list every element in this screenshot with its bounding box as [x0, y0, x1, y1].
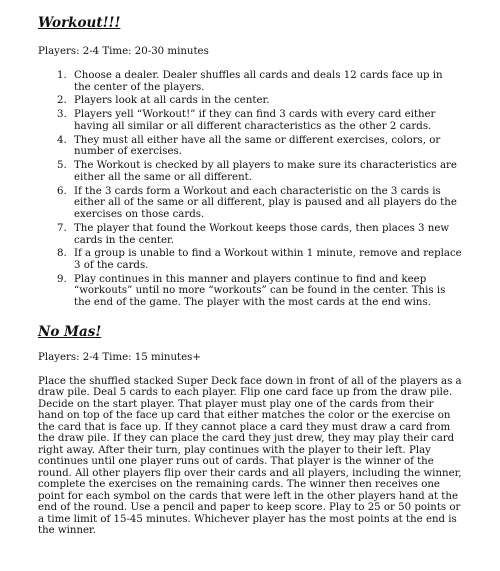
no-mas-meta: Players: 2-4 Time: 15 minutes+ [38, 351, 201, 363]
workout-step: 9. Play continues in this manner and players continue to find and keep “workouts” until no more “workouts” can be found in the center. This is the end of the game. The player with the most cards at the end wins. [70, 274, 462, 309]
workout-step: 3. Players yell “Workout!” if they can find 3 cards with every card either having all similar or all different characteristics as the other 2 cards. [70, 109, 462, 132]
workout-step: 6. If the 3 cards form a Workout and each characteristic on the 3 cards is either all of the same or all different, play is paused and all players do the exercises on those cards. [70, 186, 462, 221]
workout-step: 5. The Workout is checked by all players to make sure its characteristics are either all the same or all different. [70, 160, 462, 183]
workout-step: 7. The player that found the Workout keeps those cards, then places 3 new cards in the center. [70, 223, 462, 246]
workout-steps-list [38, 70, 462, 309]
no-mas-rules-paragraph: Place the shuffled stacked Super Deck face down in front of all of the players as a draw pile. Deal 5 cards to each player. Flip one card face up from the draw pile. Decide on the start player. That player must play one of the cards from their hand on top of the face up card that either matches the color or the exercise on the card that is face up. If they cannot place a card they must draw a card from the draw pile. If they can place the card they just drew, they may play their card right away. After their turn, play continues with the player to their left. Play continues until one player runs out of cards. That player is the winner of the round. All other players flip over their cards and all players, including the winner, complete the exercises on the remaining cards. The winner then receives one point for each symbol on the cards that were left in the other players hand at the end of the round. Use a pencil and paper to keep score. Play to 25 or 50 points or a time limit of 15-45 minutes. Whichever player has the most points at the end is the winner. [38, 375, 462, 537]
workout-step: 1. Choose a dealer. Dealer shuffles all cards and deals 12 cards face up in the center of the players. [70, 70, 462, 93]
workout-step: 2. Players look at all cards in the center. [70, 95, 462, 107]
document-page [38, 14, 462, 537]
workout-meta: Players: 2-4 Time: 20-30 minutes [38, 46, 209, 57]
no-mas-title: No Mas! [38, 323, 102, 340]
workout-step: 8. If a group is unable to find a Workout within 1 minute, remove and replace 3 of the cards. [70, 248, 462, 271]
workout-step: 4. They must all either have all the same or different exercises, colors, or number of exercises. [70, 135, 462, 158]
workout-title: Workout!!! [38, 15, 121, 31]
